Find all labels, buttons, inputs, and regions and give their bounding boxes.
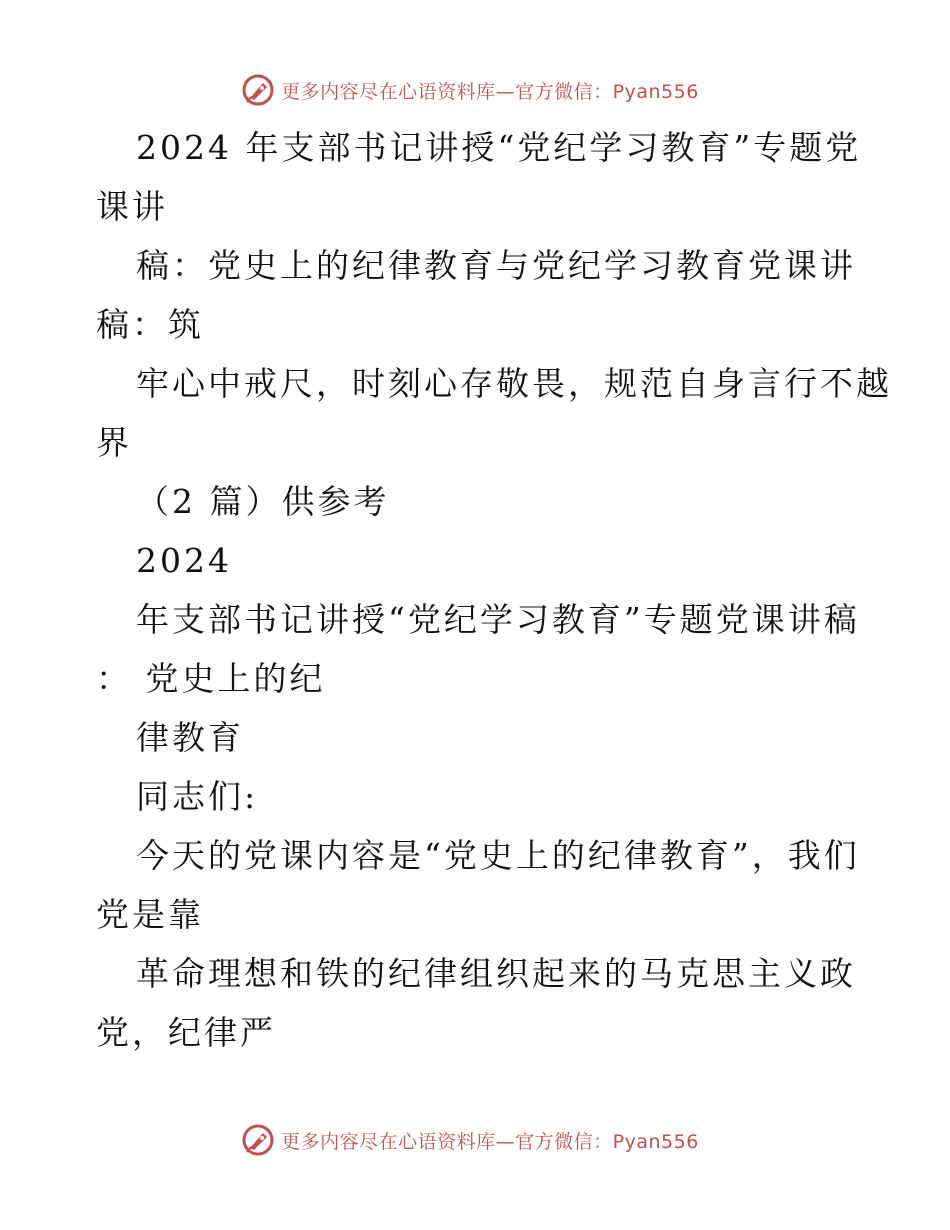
doc-line: 2024 <box>136 541 232 580</box>
doc-line: 牢心中戒尺，时刻心存敬畏，规范自身言行不越 <box>136 364 892 403</box>
doc-line: 课讲 <box>96 187 168 226</box>
doc-line: 党，纪律严 <box>96 1013 276 1052</box>
doc-line: 稿：筑 <box>96 305 204 344</box>
footer-banner <box>0 1120 950 1160</box>
doc-line: ： 党史上的纪 <box>96 659 326 698</box>
doc-line: 革命理想和铁的纪律组织起来的马克思主义政 <box>136 954 856 993</box>
header-banner-text: 更多内容尽在心语资料库—官方微信：Pyan556 <box>281 80 699 103</box>
doc-line: 界 <box>96 423 132 462</box>
pen-nib-circle-icon <box>241 1123 275 1157</box>
header-banner-inner <box>241 73 699 107</box>
doc-line: 同志们: <box>136 777 259 816</box>
doc-line: （2 篇）供参考 <box>136 482 390 521</box>
doc-line: 年支部书记讲授“党纪学习教育”专题党课讲稿 <box>136 600 860 639</box>
document-body <box>96 118 892 1062</box>
pen-nib-circle-icon <box>241 73 275 107</box>
doc-line: 党是靠 <box>96 895 204 934</box>
doc-line: 律教育 <box>136 718 244 757</box>
doc-line: 稿：党史上的纪律教育与党纪学习教育党课讲 <box>136 246 856 285</box>
footer-banner-text: 更多内容尽在心语资料库—官方微信：Pyan556 <box>281 1130 699 1153</box>
doc-line: 今天的党课内容是“党史上的纪律教育”，我们 <box>136 836 860 875</box>
footer-banner-inner <box>241 1123 699 1157</box>
header-banner <box>0 70 950 110</box>
doc-line: 2024 年支部书记讲授“党纪学习教育”专题党 <box>136 128 862 167</box>
